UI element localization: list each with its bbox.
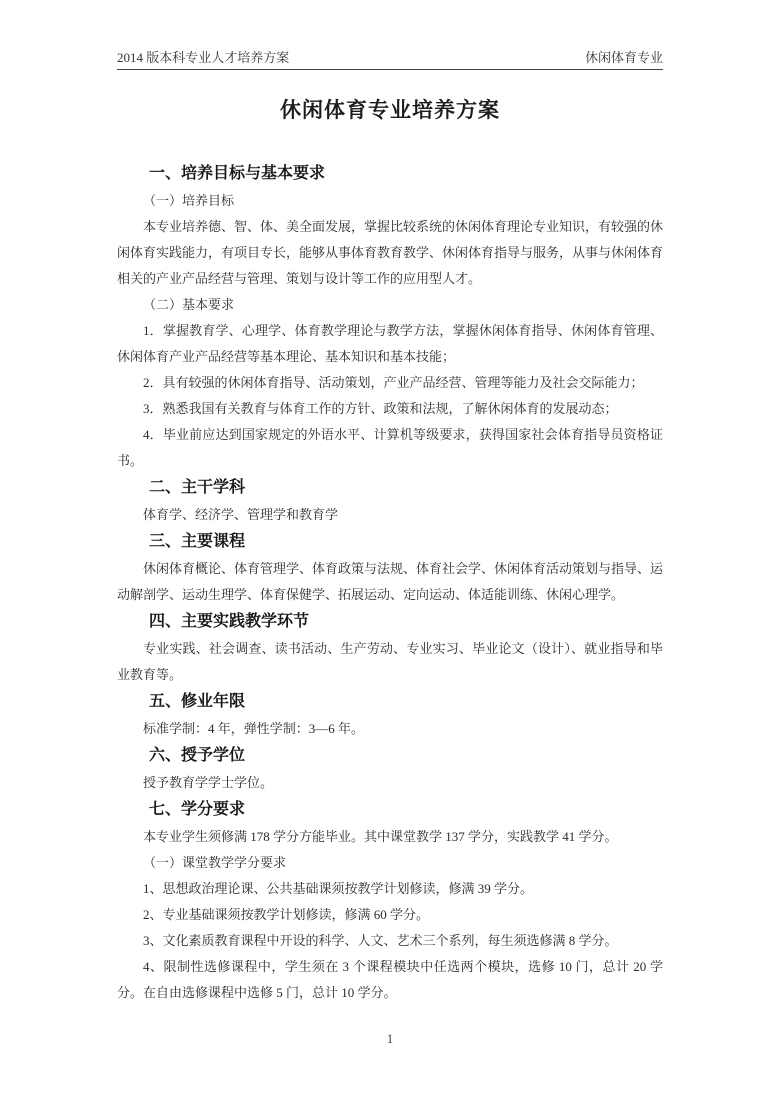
subheading: （一）培养目标 — [143, 193, 235, 208]
document-body — [117, 160, 663, 1006]
section-heading-7: 七、学分要求 — [149, 801, 246, 818]
list-item: 2、专业基础课须按教学计划修读，修满 60 学分。 — [143, 907, 430, 922]
list-item: 3、文化素质教育课程中开设的科学、人文、艺术三个系列，每生须选修满 8 学分。 — [143, 933, 618, 948]
list-item: 1、思想政治理论课、公共基础课须按教学计划修读，修满 39 学分。 — [143, 881, 534, 896]
paragraph: 本专业学生须修满 178 学分方能毕业。其中课堂教学 137 学分，实践教学 41 学分。 — [143, 829, 618, 844]
section-heading-4: 四、主要实践教学环节 — [149, 613, 310, 630]
paragraph: 体育学、经济学、管理学和教育学 — [143, 507, 339, 522]
paragraph: 专业实践、社会调查、读书活动、生产劳动、专业实习、毕业论文（设计）、就业指导和毕业教育等。 — [117, 641, 663, 682]
subheading: （一）课堂教学学分要求 — [143, 855, 287, 870]
list-item: 1．掌握教育学、心理学、体育教学理论与教学方法，掌握休闲体育指导、休闲体育管理、休闲体育产业产品经营等基本理论、基本知识和基本技能； — [117, 323, 663, 364]
list-item: 2．具有较强的休闲体育指导、活动策划，产业产品经营、管理等能力及社会交际能力； — [143, 375, 644, 390]
header-left-text: 2014 版本科专业人才培养方案 — [117, 50, 290, 65]
section-heading-1: 一、培养目标与基本要求 — [149, 165, 326, 182]
page-footer — [0, 1031, 780, 1047]
paragraph: 休闲体育概论、体育管理学、体育政策与法规、体育社会学、休闲体育活动策划与指导、运动解剖学、运动生理学、体育保健学、拓展运动、定向运动、体适能训练、休闲心理学。 — [117, 561, 664, 602]
document-title: 休闲体育专业培养方案 — [280, 99, 500, 122]
section-heading-6: 六、授予学位 — [149, 747, 246, 764]
header-right-text: 休闲体育专业 — [584, 50, 663, 65]
list-item: 4、限制性选修课程中，学生须在 3 个课程模块中任选两个模块，选修 10 门，总计 20 学分。在自由选修课程中选修 5 门，总计 10 学分。 — [117, 959, 663, 1000]
list-item: 4．毕业前应达到国家规定的外语水平、计算机等级要求，获得国家社会体育指导员资格证书。 — [117, 427, 663, 468]
section-heading-2: 二、主干学科 — [149, 479, 246, 496]
list-item: 3．熟悉我国有关教育与体育工作的方针、政策和法规，了解休闲体育的发展动态； — [143, 401, 618, 416]
section-heading-5: 五、修业年限 — [149, 693, 246, 710]
subheading: （二）基本要求 — [143, 297, 235, 312]
page-number: 1 — [386, 1031, 394, 1046]
paragraph: 标准学制：4 年，弹性学制：3—6 年。 — [143, 721, 365, 736]
page-header — [117, 50, 663, 70]
paragraph: 授予教育学学士学位。 — [143, 775, 274, 790]
paragraph: 本专业培养德、智、体、美全面发展，掌握比较系统的休闲体育理论专业知识，有较强的休闲体育实践能力，有项目专长，能够从事体育教育教学、休闲体育指导与服务，从事与休闲体育相关的产业产品经营与管理、策划与设计等工作的应用型人才。 — [117, 219, 664, 286]
section-heading-3: 三、主要课程 — [149, 533, 246, 550]
